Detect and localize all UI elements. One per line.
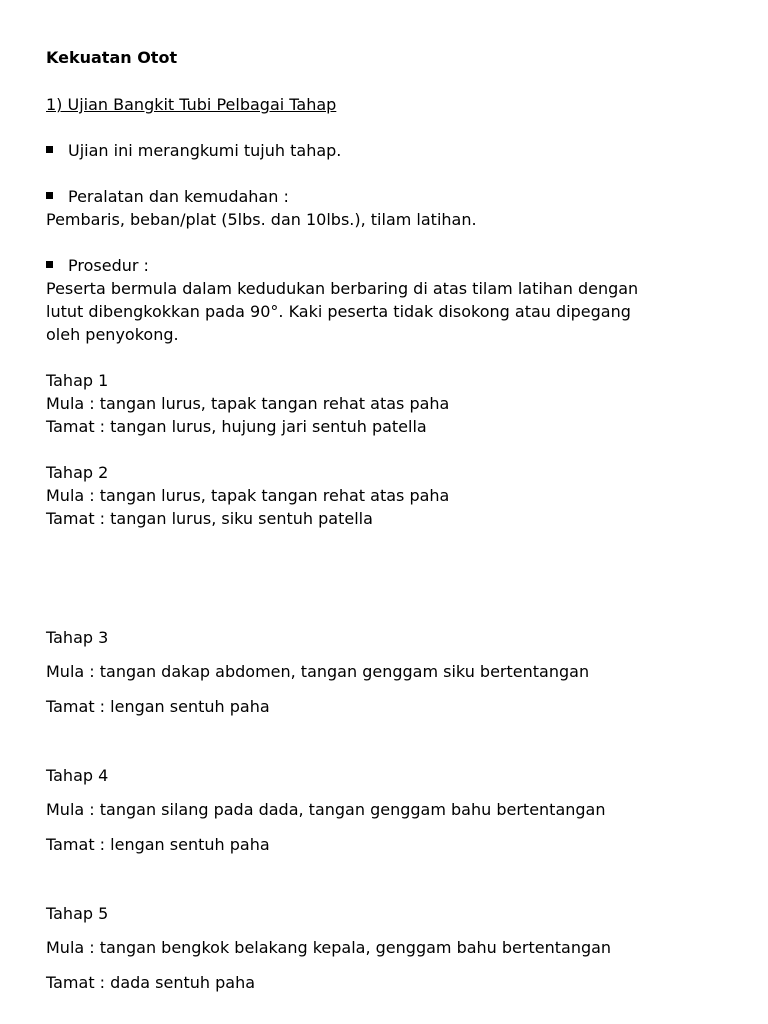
stage-label: Tahap 2 [46, 463, 109, 482]
bullet-icon [46, 261, 53, 268]
bullet-item-procedure [46, 254, 149, 277]
stage-start: Mula : tangan bengkok belakang kepala, genggam bahu bertentangan [46, 938, 612, 957]
stage-label: Tahap 5 [46, 904, 109, 923]
bullet-item-stages [46, 139, 341, 162]
stage-start: Mula : tangan dakap abdomen, tangan genggam siku bertentangan [46, 662, 590, 681]
bullet-icon [46, 146, 53, 153]
stage-start: Mula : tangan lurus, tapak tangan rehat atas paha [46, 394, 450, 413]
equipment-text: Pembaris, beban/plat (5lbs. dan 10lbs.), tilam latihan. [46, 210, 477, 229]
stage-label: Tahap 3 [46, 628, 109, 647]
stage-end: Tamat : lengan sentuh paha [46, 697, 270, 716]
bullet-item-equipment [46, 185, 289, 208]
procedure-line: lutut dibengkokkan pada 90°. Kaki peserta tidak disokong atau dipegang [46, 302, 631, 321]
stage-end: Tamat : lengan sentuh paha [46, 835, 270, 854]
document-title: Kekuatan Otot [46, 48, 178, 67]
stage-end: Tamat : tangan lurus, hujung jari sentuh patella [46, 417, 427, 436]
stage-start: Mula : tangan silang pada dada, tangan genggam bahu bertentangan [46, 800, 606, 819]
stage-label: Tahap 1 [46, 371, 109, 390]
bullet-text: Ujian ini merangkumi tujuh tahap. [68, 141, 342, 160]
bullet-icon [46, 192, 53, 199]
section-heading: 1) Ujian Bangkit Tubi Pelbagai Tahap [46, 95, 337, 114]
bullet-text: Peralatan dan kemudahan : [68, 187, 289, 206]
stage-end: Tamat : dada sentuh paha [46, 973, 256, 992]
bullet-text: Prosedur : [68, 256, 149, 275]
stage-label: Tahap 4 [46, 766, 109, 785]
procedure-line: Peserta bermula dalam kedudukan berbaring di atas tilam latihan dengan [46, 279, 639, 298]
stage-end: Tamat : tangan lurus, siku sentuh patella [46, 509, 373, 528]
procedure-line: oleh penyokong. [46, 325, 179, 344]
stage-start: Mula : tangan lurus, tapak tangan rehat atas paha [46, 486, 450, 505]
